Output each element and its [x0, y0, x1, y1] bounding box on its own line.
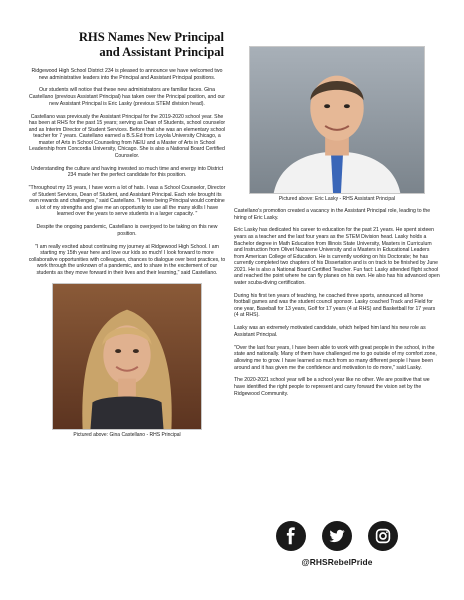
social-icons-row [272, 521, 402, 551]
pandemic-paragraph: Despite the ongoing pandemic, Castellano is overjoyed to be taking on this new position. [36, 224, 218, 237]
familiar-faces-paragraph: Our students will notice that these new administrators are familiar faces. Gina Castellano (previous Assistant Principal) has taken over the Principal position, and our new Assistant Principal is Eric Lasky (previous STEM division head). [28, 87, 226, 107]
castellano-quote-paragraph: "Throughout my 15 years, I have worn a lot of hats. I was a School Counselor, Director of Student Services, Dean of Student, and Assistant Principal. Each role brought its own rewards and challenges," said Castellano. "I knew being Principal would combine a lot of my strengths and give me an opportunity to use all the many skills I have learned over the years to serve students in a larger capacity. " [28, 185, 226, 218]
social-handle[interactable]: @RHSRebelPride [301, 557, 373, 567]
coaching-paragraph: During his first ten years of teaching, he coached three sports, announced all home football games and was the student council sponsor. Lasky coached Track and Field for one year, Baseball for 13 years, Golf for 17 years (4 at RHS) and Basketball for 17 years (4 at RHS). [234, 292, 436, 319]
article-title [28, 30, 226, 60]
vacancy-paragraph: Castellano's promotion created a vacancy in the Assistant Principal role, leading to the hiring of Eric Lasky. [234, 208, 431, 221]
closing-paragraph: The 2020-2021 school year will be a school year like no other. We are positive that we have identified the right people to represent and carry forward the vision set by the Ridgewood Community. [234, 377, 430, 397]
castellano-excited-paragraph: "I am really excited about continuing my journey at Ridgewood High School. I am starting my 15th year here and love our kids so much! I look forward to more collaborative opportunities with colleagues, chances to dialogue over best practices, to work through the unknown of a pandemic, and to share in the excitement of our students as they move forward in their lives and their learning," said Castellano. [28, 243, 226, 277]
twitter-icon[interactable] [322, 521, 352, 551]
intro-paragraph: Ridgewood High School District 234 is pleased to announce we have welcomed two new administrative leaders into the Principal and Assistant Principal positions. [31, 68, 223, 81]
castellano-photo [52, 283, 202, 430]
left-column [28, 30, 226, 444]
title-line-1: RHS Names New Principal [78, 30, 224, 44]
lasky-bio-paragraph: Eric Lasky has dedicated his career to education for the past 21 years. He spent sixteen years as a teacher and the last four years as the STEM Division head. Lasky holds a Bachelor degree in Math Education from Illinois State University, Masters in Curriculum and Instruction from Olivet Nazarene University and a Masters in Educational Leaders from American College of Education. He is currently working on his Doctorate; he has currently completed two chapters of his Dissertation and is on track to be finished by June 2021. He is also a National Board Certified Teacher. Fun fact: Lasky attended flight school and reached the point where he can fly planes on his own. He also has his advanced open water scuba-diving certification. [234, 227, 440, 286]
lasky-quote-paragraph: "Over the last four years, I have been able to work with great people in the school, in the state and nationally. Many of them have challenged me to go outside of my comfort zone, allowing me to grow. I have learned so much from so many different people I have been around and it has given me the confidence and motivation to do more," said Lasky. [234, 344, 437, 371]
facebook-icon[interactable] [276, 521, 306, 551]
castellano-bio-paragraph: Castellano was previously the Assistant Principal for the 2019-2020 school year. She has been at RHS for the past 15 years; serving as Dean of Students, school counselor and as Interim Director of Student Services. Before that she was an elementary school teacher for 7 years. Castellano earned a B.S.Ed from Loyola University Chicago, a master of Arts in School Counseling from NEIU and a Master of Arts in School Leadership from Concordia University, Chicago. She is also a National Board Certified Counselor. [28, 113, 226, 159]
lasky-photo [249, 46, 425, 194]
castellano-caption: Pictured above: Gina Castellano - RHS Principal [73, 431, 181, 438]
motivated-paragraph: Lasky was an extremely motivated candidate, which helped him land his new role as Assistant Principal. [234, 325, 426, 338]
social-links [272, 521, 402, 567]
lasky-caption: Pictured above: Eric Lasky - RHS Assistant Principal [278, 196, 396, 202]
instagram-icon[interactable] [368, 521, 398, 551]
culture-paragraph: Understanding the culture and having invested so much time and energy into District 234 made her the perfect candidate for this position. [30, 165, 224, 179]
title-line-2: and Assistant Principal [99, 45, 224, 59]
right-column [234, 46, 440, 403]
